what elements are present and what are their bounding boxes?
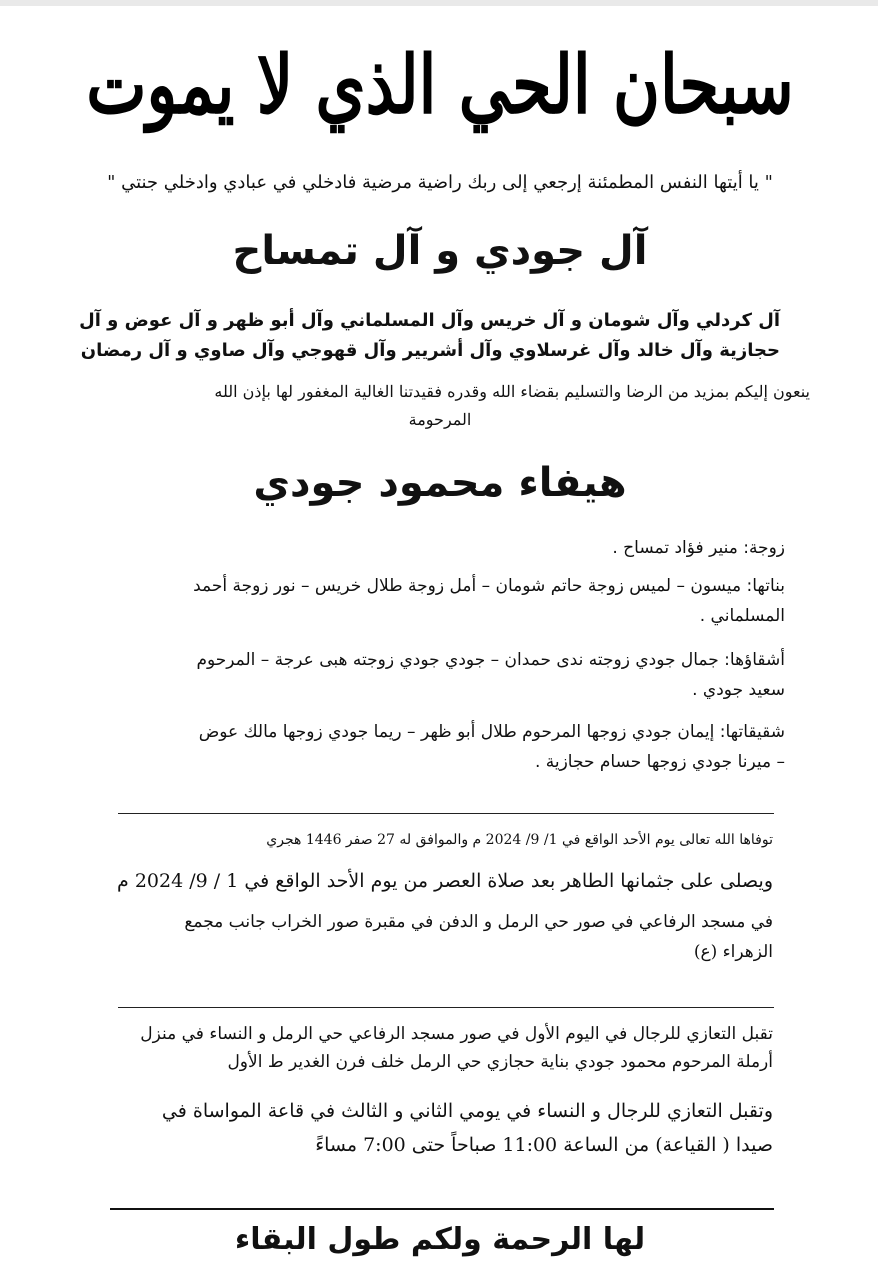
relatives-daughters-line-1: بناتها: ميسون – لميس زوجة حاتم شومان – أمل زوجة طلال خريس – نور زوجة أحمد <box>193 576 785 596</box>
condolences-line-2: أرملة المرحوم محمود جودي بناية حجازي حي الرمل خلف فرن الغدير ط الأول <box>227 1052 773 1072</box>
funeral-prayer-line: ويصلى على جثمانها الطاهر بعد صلاة العصر من يوم الأحد الواقع في 1 / 9/ 2024 م <box>117 870 773 892</box>
announcement-line-2: المرحومة <box>408 410 472 429</box>
families-title: آل جودي و آل تمساح <box>232 228 648 274</box>
burial-line-1: في مسجد الرفاعي في صور حي الرمل و الدفن في مقبرة صور الخراب جانب مجمع <box>184 912 773 932</box>
clans-line-2: حجازية وآل خالد وآل غرسلاوي وآل أشريير وآل قهوجي وآل صاوي و آل رمضان <box>80 340 780 361</box>
closing-divider <box>110 1208 774 1210</box>
relatives-brothers-line-1: أشقاؤها: جمال جودي زوجته ندى حمدان – جودي جودي زوجته هبى عرجة – المرحوم <box>196 650 785 670</box>
condolences-line-3: وتقبل التعازي للرجال و النساء في يومي الثاني و الثالث في قاعة المواساة في <box>161 1100 773 1122</box>
relatives-brothers-line-2: سعيد جودي . <box>692 680 785 700</box>
deceased-name: هيفاء محمود جودي <box>253 460 627 506</box>
burial-line-2: الزهراء (ع) <box>693 942 773 962</box>
quran-verse: " يا أيتها النفس المطمئنة إرجعي إلى ربك راضية مرضية فادخلي في عبادي وادخلي جنتي " <box>107 172 773 193</box>
clans-line-1: آل كردلي وآل شومان و آل خريس وآل المسلماني وآل أبو ظهر و آل عوض و آل <box>79 310 780 331</box>
divider <box>118 1007 774 1008</box>
relatives-sisters-line-1: شقيقاتها: إيمان جودي زوجها المرحوم طلال أبو ظهر – ريما جودي زوجها مالك عوض <box>198 722 785 742</box>
closing-phrase: لها الرحمة ولكم طول البقاء <box>234 1222 646 1257</box>
relatives-husband: زوجة: منير فؤاد تمساح . <box>612 538 785 558</box>
relatives-daughters-line-2: المسلماني . <box>699 606 785 626</box>
divider <box>118 813 774 814</box>
calligraphy-header: سبحان الحي الذي لا يموت <box>86 38 794 132</box>
announcement-line-1: ينعون إليكم بمزيد من الرضا والتسليم بقضاء الله وقدره فقيدتنا الغالية المغفور لها بإذن الله <box>214 382 810 401</box>
condolences-line-4: صيدا ( القياعة) من الساعة 11:00 صباحاً حتى 7:00 مساءً <box>315 1134 773 1156</box>
condolences-line-1: تقبل التعازي للرجال في اليوم الأول في صور مسجد الرفاعي حي الرمل و النساء في منزل <box>140 1024 773 1044</box>
relatives-sisters-line-2: – ميرنا جودي زوجها حسام حجازية . <box>534 752 785 772</box>
death-date-line: توفاها الله تعالى يوم الأحد الواقع في 1/ 9/ 2024 م والموافق له 27 صفر 1446 هجري <box>266 832 773 848</box>
